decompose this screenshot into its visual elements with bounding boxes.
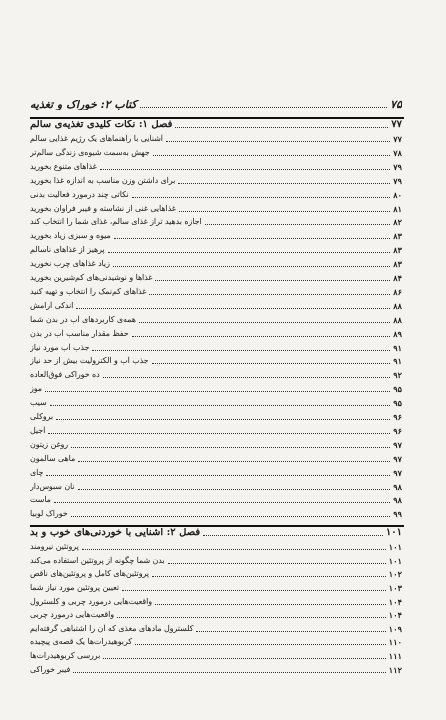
toc-entry-page: ۸۰ xyxy=(393,189,402,200)
dot-leader xyxy=(50,405,391,406)
dot-leader xyxy=(48,433,390,434)
toc-entry-title: ده خوراکی فوق‌العاده xyxy=(30,370,100,380)
chapter-heading-page: ۱۰۱ xyxy=(385,528,402,539)
toc-entry xyxy=(30,412,412,422)
toc-entry-page: ۱۰۱ xyxy=(388,555,402,566)
toc-entry xyxy=(30,637,402,647)
chapter-heading-title: فصل ۲: آشنایی با خوردنی‌های خوب و بد xyxy=(30,528,201,539)
dot-leader xyxy=(203,535,383,536)
toc-entry-title: حفظ مقدار مناسب آب در بدن xyxy=(30,328,129,338)
toc-entry xyxy=(30,134,402,144)
toc-entry-page: ۹۵ xyxy=(393,398,402,409)
book-heading-page: ۷۵ xyxy=(390,100,402,110)
toc-entry-page: ۱۱۱ xyxy=(388,651,402,661)
dot-leader xyxy=(76,308,390,309)
dot-leader xyxy=(179,211,390,212)
toc-entry-title: بررسی کربوهیدرات‌ها xyxy=(30,651,101,660)
dot-leader xyxy=(114,238,391,239)
toc-entry xyxy=(30,301,402,311)
toc-entry-page: ۹۵ xyxy=(393,384,402,395)
toc-entry-page: ۸۲ xyxy=(393,217,402,228)
toc-entry-title: پروتئین‌های کامل و پروتئین‌های ناقص xyxy=(30,569,149,579)
book-heading-title: کتاب ۲: خوراک و تغذیه xyxy=(30,100,137,110)
toc-entry-page: ۷۸ xyxy=(393,147,402,158)
toc-entry xyxy=(30,665,402,675)
toc-entry-title: غذاهای متنوع بخورید xyxy=(30,161,97,171)
toc-entry xyxy=(30,509,412,519)
toc-entry xyxy=(30,542,402,552)
chapter-heading-title: فصل ۱: نکات کلیدی تغذیه‌ی سالم xyxy=(30,120,173,130)
chapter-heading-page: ۷۷ xyxy=(391,120,402,130)
toc-entry-title: واقعیت‌هایی درمورد چربی xyxy=(30,610,115,620)
toc-entry xyxy=(30,315,402,325)
toc-entry-title: آشنایی با راهنماهای یک رژیم غذایی سالم xyxy=(30,134,163,143)
toc-entry-title: موز xyxy=(30,384,42,394)
toc-entry-title: نان سبوس‌دار xyxy=(30,481,75,491)
dot-leader xyxy=(166,141,390,142)
toc-entry-page: ۸۶ xyxy=(393,286,402,297)
dot-leader xyxy=(175,127,388,128)
dot-leader xyxy=(149,294,390,295)
toc-entry-page: ۱۰۹ xyxy=(388,623,402,634)
toc-entry-page: ۱۱۰ xyxy=(388,637,402,648)
toc-entry-page: ۸۸ xyxy=(393,300,402,311)
toc-entry-title: جذب آب مورد نیاز xyxy=(30,342,90,352)
toc-entry-page: ۸۳ xyxy=(393,231,402,242)
toc-entry-title: سیب xyxy=(30,398,47,408)
toc-entry-title: پروتئین نیرومند xyxy=(30,542,79,552)
toc-entry-title: جهش به‌سمت شیوه‌ی زندگی سالم‌تر xyxy=(30,147,150,157)
toc-entry-page: ۸۴ xyxy=(393,273,402,283)
toc-entry-page: ۸۳ xyxy=(393,259,402,270)
toc-entry-title: اجازه بدهید تراز غذای سالم، غذای شما را انتخاب کند xyxy=(30,217,202,227)
toc-entry-page: ۹۱ xyxy=(393,356,402,367)
toc-entry xyxy=(30,495,412,505)
toc-entry-page: ۹۶ xyxy=(393,425,402,436)
dot-leader xyxy=(113,266,390,267)
toc-entry xyxy=(30,610,412,620)
toc-entry-title: بروکلی xyxy=(30,412,54,421)
toc-entry-page: ۹۹ xyxy=(393,509,402,520)
dot-leader xyxy=(140,107,387,108)
dot-leader xyxy=(78,461,390,462)
toc-entry xyxy=(30,245,402,255)
toc-entry-page: ۸۹ xyxy=(393,328,402,339)
toc-entry-title: ماست xyxy=(30,495,51,505)
dot-leader xyxy=(54,502,390,503)
toc-entry xyxy=(30,273,412,283)
toc-entry xyxy=(30,651,412,661)
dot-leader xyxy=(71,447,390,448)
book-heading xyxy=(30,100,402,110)
toc-entry-title: فیبر خوراکی xyxy=(30,664,71,674)
toc-entry xyxy=(30,217,402,227)
toc-entry-title: چای xyxy=(30,467,44,477)
toc-entry xyxy=(30,356,412,366)
toc-entry-page: ۱۱۲ xyxy=(388,664,402,675)
toc-entry-title: غذاهایی غنی از نشاسته و فیبر فراوان بخورید xyxy=(30,203,176,213)
toc-entry xyxy=(30,162,402,172)
dot-leader xyxy=(82,549,386,550)
toc-entry-page: ۷۹ xyxy=(393,175,402,186)
dot-leader xyxy=(168,563,386,564)
toc-entry-title: جذب آب و الکترولیت بیش از حد نیاز xyxy=(30,356,149,366)
toc-entry xyxy=(30,426,412,436)
dot-leader xyxy=(46,475,390,476)
toc-entry-page: ۱۰۲ xyxy=(388,569,402,580)
toc-entry-title: اندکی آرامش xyxy=(30,300,74,310)
toc-entry-title: میوه و سبزی زیاد بخورید xyxy=(30,231,111,241)
toc-entry xyxy=(30,440,412,450)
dot-leader xyxy=(117,617,386,618)
toc-entry xyxy=(30,556,412,566)
toc-entry-title: واقعیت‌هایی درمورد چربی و کلسترول xyxy=(30,596,153,606)
toc-entry xyxy=(30,482,412,492)
toc-entry xyxy=(30,176,412,186)
toc-entry xyxy=(30,398,412,408)
toc-entry-page: ۱۰۱ xyxy=(388,542,402,553)
toc-entry-title: کلسترول مادهای مغذی که آن را اشتباهی گرفته‌ایم xyxy=(30,623,194,633)
toc-entry-title: برای داشتن وزن مناسب به اندازه غذا بخورید xyxy=(30,175,176,185)
dot-leader xyxy=(139,322,390,323)
chapter-heading xyxy=(30,120,402,130)
toc-entry-page: ۷۷ xyxy=(393,134,402,144)
dot-leader xyxy=(196,631,385,632)
toc-entry xyxy=(30,287,412,297)
dot-leader xyxy=(135,644,386,645)
toc-entry-page: ۹۸ xyxy=(393,495,402,506)
toc-entry-page: ۹۲ xyxy=(393,370,402,381)
toc-entry xyxy=(30,329,412,339)
toc-entry-page: ۸۸ xyxy=(393,314,402,325)
toc-entry xyxy=(30,569,402,579)
toc-entry-title: ماهی سالمون xyxy=(30,453,76,463)
toc-entry xyxy=(30,468,412,478)
toc-entry xyxy=(30,597,402,607)
toc-entry xyxy=(30,259,412,269)
toc-entry xyxy=(30,343,412,353)
toc-entry-page: ۱۰۴ xyxy=(388,596,402,607)
dot-leader xyxy=(178,183,390,184)
toc-entry xyxy=(30,454,412,464)
dot-leader xyxy=(45,391,390,392)
dot-leader xyxy=(71,516,391,517)
toc-entry-title: تعیین پروتئین مورد نیاز شما xyxy=(30,583,120,592)
toc-entry xyxy=(30,583,412,593)
toc-entry-page: ۷۹ xyxy=(393,161,402,172)
toc-entry-title: کربوهیدرات‌ها یک قصه‌ی پیچیده xyxy=(30,637,132,647)
dot-leader xyxy=(73,672,386,673)
dot-leader xyxy=(153,155,391,156)
dot-leader xyxy=(152,363,391,364)
toc-entry-title: غذاها و نوشیدنی‌های کم‌شیرین بخورید xyxy=(30,273,153,282)
dot-leader xyxy=(103,658,386,659)
toc-entry-title: بدن شما چگونه از پروتئین استفاده می‌کند xyxy=(30,555,165,565)
toc-entry-page: ۱۰۴ xyxy=(388,610,402,621)
toc-entry-title: پرهیز از غذاهای ناسالم xyxy=(30,245,105,255)
toc-entry xyxy=(30,204,402,214)
toc-entry xyxy=(30,148,412,158)
dot-leader xyxy=(78,489,391,490)
toc-entry xyxy=(30,384,412,394)
toc-entry-page: ۹۷ xyxy=(393,467,402,478)
toc-entry-page: ۸۱ xyxy=(393,203,402,214)
chapter-heading xyxy=(30,528,402,538)
toc-entry-page: ۹۷ xyxy=(393,439,402,450)
toc-entry-title: زیاد غذاهای چرب نخورید xyxy=(30,259,110,269)
toc-entry-page: ۹۸ xyxy=(393,481,402,492)
toc-entry-page: ۹۶ xyxy=(393,412,402,422)
toc-entry-page: ۹۷ xyxy=(393,453,402,464)
dot-leader xyxy=(152,576,386,577)
toc-entry-title: روغن زیتون xyxy=(30,439,69,449)
toc-entry xyxy=(30,190,412,200)
dot-leader xyxy=(103,377,391,378)
toc-entry-page: ۸۳ xyxy=(393,245,402,256)
dot-leader xyxy=(56,419,390,420)
toc-entry-title: خوراک لوبیا xyxy=(30,509,68,519)
toc-entry-title: آجیل xyxy=(30,425,46,435)
toc-entry-title: نکاتی چند درمورد فعالیت بدنی xyxy=(30,189,129,199)
toc-entry-page: ۱۰۳ xyxy=(388,583,402,593)
dot-leader xyxy=(122,590,386,591)
chapter-rule xyxy=(30,117,404,119)
toc-entry-title: غذاهای کم‌نمک را انتخاب و تهیه کنید xyxy=(30,286,147,296)
toc-entry-title: همه‌ی کاربردهای آب در بدن شما xyxy=(30,314,136,324)
dot-leader xyxy=(108,252,391,253)
dot-leader xyxy=(205,224,391,225)
dot-leader xyxy=(132,336,391,337)
dot-leader xyxy=(132,197,391,198)
toc-entry xyxy=(30,624,412,634)
toc-entry-page: ۹۱ xyxy=(393,342,402,353)
dot-leader xyxy=(100,169,390,170)
toc-entry xyxy=(30,231,412,241)
dot-leader xyxy=(92,350,390,351)
chapter-rule xyxy=(30,525,404,527)
dot-leader xyxy=(155,280,390,281)
dot-leader xyxy=(155,604,386,605)
toc-entry xyxy=(30,370,402,380)
